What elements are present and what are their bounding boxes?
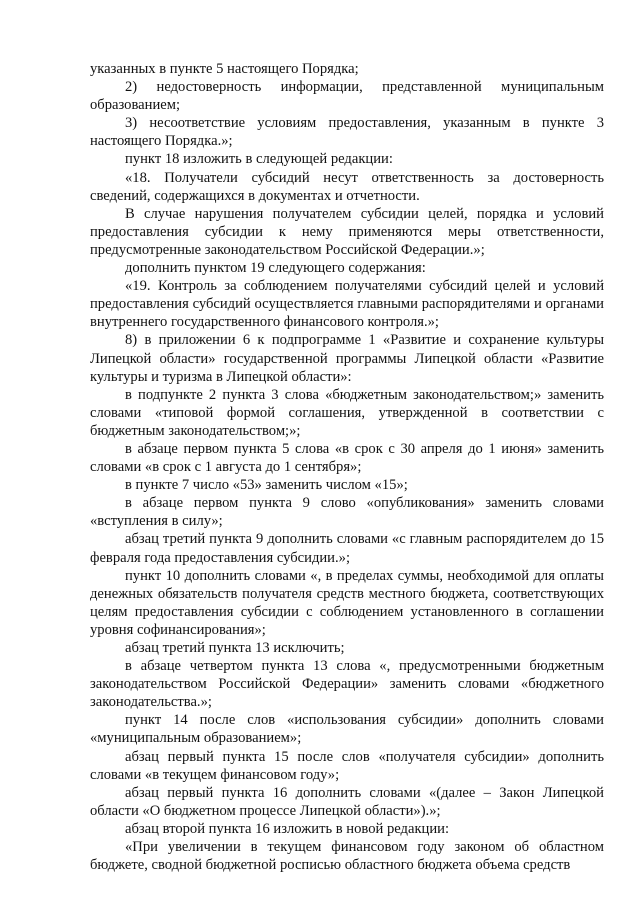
paragraph: в подпункте 2 пункта 3 слова «бюджетным законодательством;» заменить словами «типовой формой соглашения, утвержденной в соответствии с бюджетным законодательством;»; xyxy=(90,386,604,439)
paragraph: в абзаце первом пункта 9 слово «опубликования» заменить словами «вступления в силу»; xyxy=(90,495,604,530)
paragraph: абзац третий пункта 13 исключить; xyxy=(125,640,345,656)
paragraph: абзац второй пункта 16 изложить в новой редакции: xyxy=(125,820,450,837)
paragraph: «18. Получатели субсидий несут ответственность за достоверность сведений, содержащихся в документах и отчетности. xyxy=(90,169,604,204)
paragraph: указанных в пункте 5 настоящего Порядка; xyxy=(90,61,359,77)
paragraph: в абзаце первом пункта 5 слова «в срок с 30 апреля до 1 июня» заменить словами «в срок с 1 августа до 1 сентября»; xyxy=(90,440,604,476)
paragraph: абзац первый пункта 16 дополнить словами «(далее – Закон Липецкой области «О бюджетном процессе Липецкой области»).»; xyxy=(90,784,604,819)
paragraph: 3) несоответствие условиям предоставления, указанным в пункте 3 настоящего Порядка.»; xyxy=(90,115,604,150)
paragraph: пункт 14 после слов «использования субсидии» дополнить словами «муниципальным образованием»; xyxy=(90,712,604,747)
paragraph: пункт 18 изложить в следующей редакции: xyxy=(125,151,393,168)
paragraph: «При увеличении в текущем финансовом году законом об областном бюджете, сводной бюджетной росписью областного бюджета объема средств xyxy=(90,839,604,874)
paragraph: в пункте 7 число «53» заменить числом «15»; xyxy=(125,477,408,494)
paragraph: 8) в приложении 6 к подпрограмме 1 «Развитие и сохранение культуры Липецкой области» государственной программы Липецкой области «Развитие культуры и туризма в Липецкой области»: xyxy=(90,332,604,385)
document-body xyxy=(90,60,604,874)
paragraph: абзац третий пункта 9 дополнить словами «с главным распорядителем до 15 февраля года предоставления субсидии.»; xyxy=(90,531,604,566)
paragraph: пункт 10 дополнить словами «, в пределах суммы, необходимой для оплаты денежных обязательств получателя средств местного бюджета, соответствующих целям предоставления субсидии с соблюдением установленного в соглашении уровня софинансирования»; xyxy=(90,567,604,638)
paragraph: в абзаце четвертом пункта 13 слова «, предусмотренными бюджетным законодательством Российской Федерации» заменить словами «бюджетного законодательства.»; xyxy=(90,658,604,711)
paragraph: В случае нарушения получателем субсидии целей, порядка и условий предоставления субсидии к нему применяются меры ответственности, предусмотренные законодательством Российской Федерации.»; xyxy=(90,205,604,258)
paragraph: 2) недостоверность информации, представленной муниципальным образованием; xyxy=(90,79,604,114)
paragraph: дополнить пунктом 19 следующего содержания: xyxy=(125,260,426,277)
paragraph: абзац первый пункта 15 после слов «получателя субсидии» дополнить словами «в текущем финансовом году»; xyxy=(90,748,604,783)
paragraph: «19. Контроль за соблюдением получателями субсидий целей и условий предоставления субсидий осуществляется главными распорядителями и органами внутреннего государственного финансового контроля.»; xyxy=(90,278,604,331)
